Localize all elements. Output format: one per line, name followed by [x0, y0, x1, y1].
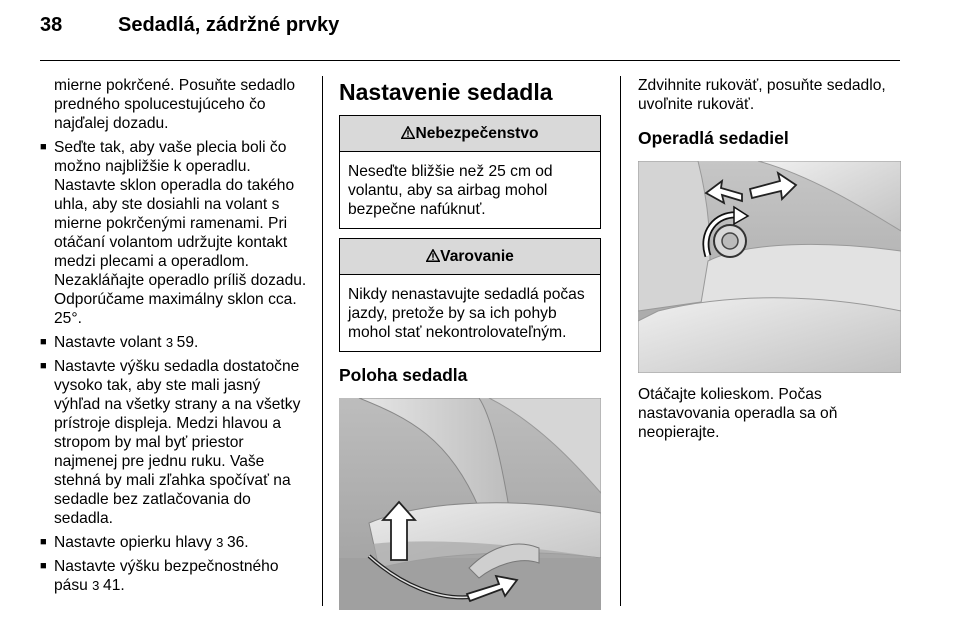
- header-rule: [40, 60, 900, 61]
- subsection-heading: Operadlá sedadiel: [638, 128, 789, 148]
- page-ref-arrow-icon: 3: [92, 578, 104, 593]
- page-ref-arrow-icon: 3: [216, 535, 227, 550]
- list-item: [40, 333, 308, 352]
- bullet-square-icon: ■: [40, 336, 47, 348]
- section-heading: Nastavenie sedadla: [339, 79, 553, 105]
- page-number: 38: [40, 14, 63, 36]
- figure-caption: Otáčajte kolieskom. Počas nastavovania operadla sa oň neopierajte.: [638, 386, 838, 441]
- seat-backrest-knob-illustration: [638, 161, 901, 373]
- warning-box-title: Varovanie: [440, 248, 514, 265]
- danger-box-header: [340, 116, 600, 152]
- seat-position-lever-illustration: [339, 398, 601, 610]
- warning-box-text: Nikdy nenastavujte sedadlá počas jazdy, pretože by sa ich pohyb mohol stať nekontrolovateľným.: [348, 286, 585, 341]
- intro-text: Zdvihnite rukoväť, posuňte sedadlo, uvoľnite rukoväť.: [638, 77, 886, 113]
- bullet-square-icon: ■: [40, 141, 47, 153]
- list-item: [40, 357, 308, 528]
- bullet-square-icon: ■: [40, 360, 47, 372]
- page-ref-link[interactable]: 36.: [226, 534, 249, 551]
- warning-triangle-icon: [401, 126, 415, 139]
- list-item: [40, 138, 308, 328]
- bullet-square-icon: ■: [40, 536, 47, 548]
- list-item-text: Nastavte výšku bezpečnostného pásu: [54, 558, 279, 594]
- danger-box-title: Nebezpečenstvo: [415, 125, 539, 142]
- list-item-text: Seďte tak, aby vaše plecia boli čo možno najbližšie k operadlu. Nastavte sklon operadla do takého uhla, aby ste dosiahli na volant s mierne pokrčenými ramenami. Pri otáčaní volantom udržujte kontakt medzi plecami a operadlom. Nezakláňajte operadlo príliš dozadu. Odporúčame maximálny sklon cca. 25°.: [54, 139, 307, 327]
- list-item-text: Nastavte výšku sedadla dostatočne vysoko tak, aby ste mali jasný výhľad na všetky strany a na všetky prístroje displeja. Medzi hlavou a stropom by mal byť priestor najmenej pre jednu ruku. Vaše stehná by mali zľahka spočívať na sedadle bez zatlačovania do sedadla.: [54, 358, 301, 527]
- list-item-text: Nastavte opierku hlavy: [54, 534, 212, 551]
- list-item-text: Nastavte volant: [54, 334, 162, 351]
- column-left: [40, 76, 308, 595]
- column-divider-2: [620, 76, 621, 606]
- continuation-text: mierne pokrčené. Posuňte sedadlo predného spolucestujúceho čo najďalej dozadu.: [54, 77, 295, 132]
- column-middle: [339, 76, 601, 610]
- page-ref-link[interactable]: 41.: [103, 577, 125, 594]
- warning-box-header: [340, 239, 600, 275]
- danger-box-text: Neseďte bližšie než 25 cm od volantu, aby sa airbag mohol bezpečne nafúknuť.: [348, 163, 553, 218]
- list-item: [40, 557, 308, 595]
- warning-box: [339, 238, 601, 352]
- subsection-heading: Poloha sedadla: [339, 365, 468, 385]
- warning-triangle-icon: [426, 249, 440, 262]
- seat-backrest-figure-graphic: [638, 161, 901, 373]
- seat-position-figure-graphic: [339, 398, 601, 610]
- page-ref-link[interactable]: 59.: [176, 334, 199, 351]
- column-divider-1: [322, 76, 323, 606]
- page-ref-arrow-icon: 3: [165, 335, 177, 350]
- column-right: [638, 76, 901, 442]
- page-title: Sedadlá, zádržné prvky: [118, 14, 340, 36]
- list-item: [40, 533, 308, 552]
- danger-box: [339, 115, 601, 229]
- bullet-square-icon: ■: [40, 560, 47, 572]
